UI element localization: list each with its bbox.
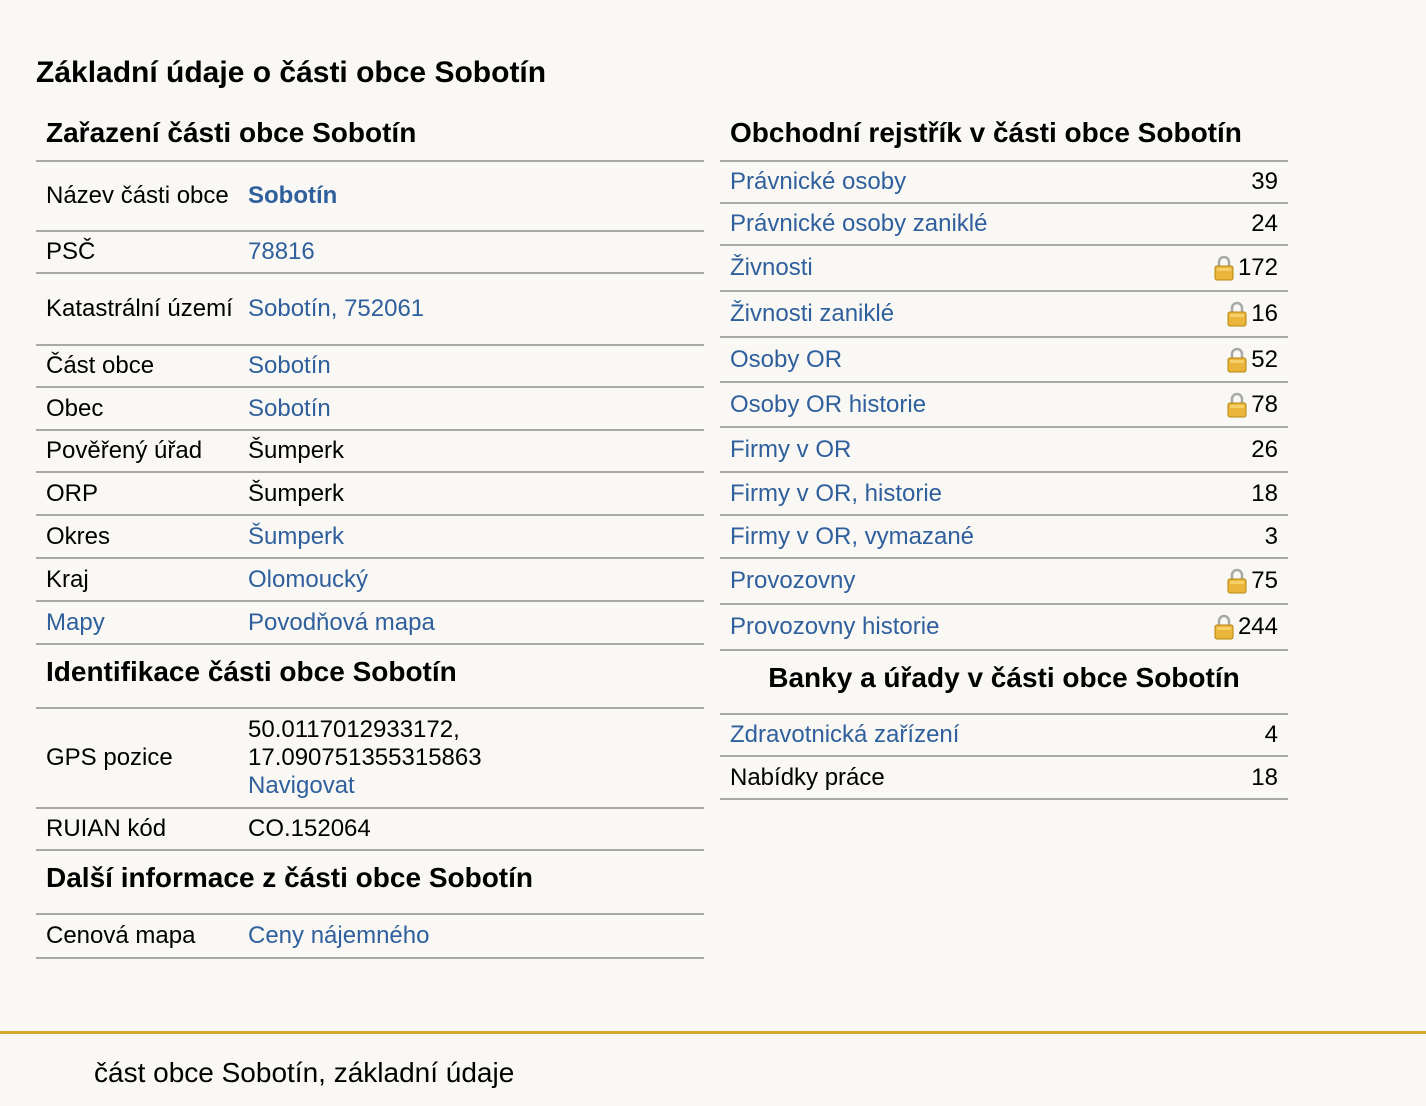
identifikace-table [36,707,704,851]
table-row [36,232,704,274]
table-row [720,473,1288,516]
katastralni-uzemi-link[interactable]: Sobotín, 752061 [248,295,425,322]
row-label: PSČ [46,238,96,265]
cast-obce-link[interactable]: Sobotín [248,352,331,379]
row-label: Nabídky práce [730,763,885,791]
povodnova-mapa-link[interactable]: Povodňová mapa [248,608,435,636]
dalsi-table [36,913,704,959]
table-row [720,246,1288,292]
table-row [36,602,704,645]
rejstrik-link[interactable]: Firmy v OR [730,435,852,463]
table-row [36,388,704,431]
rejstrik-link[interactable]: Firmy v OR, vymazané [730,522,975,550]
banky-table [720,713,1288,800]
ruian-value: CO.152064 [248,815,371,842]
banky-title: Banky a úřady v části obce Sobotín [768,662,1240,693]
obec-link[interactable]: Sobotín [248,394,331,422]
footer-caption: část obce Sobotín, základní údaje [94,1057,515,1088]
row-label: Obec [46,394,104,422]
row-count: 26 [1251,435,1278,463]
rejstrik-link[interactable]: Osoby OR [730,345,843,373]
table-row [720,428,1288,473]
row-count: 16 [1251,300,1278,327]
row-count-cell [1251,168,1278,196]
page-title: Základní údaje o části obce Sobotín [36,56,547,89]
row-count: 24 [1251,210,1278,237]
row-label: Pověřený úřad [46,437,203,464]
rejstrik-link[interactable]: Provozovny [730,567,856,594]
rejstrik-link[interactable]: Firmy v OR, historie [730,479,943,507]
gps-value [248,716,704,800]
table-row [36,709,704,809]
rejstrik-table [720,160,1288,651]
lock-icon[interactable] [1227,347,1247,373]
row-count: 244 [1237,613,1278,640]
row-count-cell [1227,567,1278,595]
row-count: 78 [1251,390,1278,418]
row-count: 3 [1264,522,1278,550]
row-value: Šumperk [248,479,345,507]
kraj-link[interactable]: Olomoucký [248,565,369,593]
rejstrik-link[interactable]: Živnosti zaniklé [730,300,895,327]
rejstrik-title: Obchodní rejstřík v části obce Sobotín [730,117,1242,148]
table-row [36,274,704,346]
mapy-link[interactable]: Mapy [46,608,105,636]
zarazeni-table [36,160,704,645]
lock-icon[interactable] [1227,392,1247,418]
row-count: 18 [1251,479,1278,507]
left-column [36,110,704,959]
lock-icon[interactable] [1227,301,1247,327]
row-label: RUIAN kód [46,815,167,842]
row-label: Název části obce [46,182,229,209]
row-count-cell [1227,300,1278,328]
row-count-cell [1227,391,1278,419]
table-row [720,757,1288,800]
rejstrik-link[interactable]: Právnické osoby [730,168,907,195]
row-count-cell [1251,436,1278,464]
lock-icon[interactable] [1214,255,1234,281]
zdravotnicka-zarizeni-link[interactable]: Zdravotnická zařízení [730,721,960,748]
row-label: GPS pozice [46,744,173,771]
lock-icon[interactable] [1227,568,1247,594]
table-row [720,516,1288,559]
row-count-cell [1265,523,1278,551]
navigate-link[interactable]: Navigovat [248,772,355,799]
psc-link[interactable]: 78816 [248,238,315,265]
table-row [36,473,704,516]
rejstrik-link[interactable]: Právnické osoby zaniklé [730,210,988,237]
table-row [720,338,1288,383]
row-label: Část obce [46,352,155,379]
ceny-najemneho-link[interactable]: Ceny nájemného [248,922,430,949]
gps-latitude: 50.0117012933172, [248,716,460,743]
row-count: 75 [1251,567,1278,594]
zarazeni-title: Zařazení části obce Sobotín [46,117,417,148]
table-row [36,346,704,388]
sobotin-link[interactable]: Sobotín [248,182,338,209]
row-count-cell [1227,346,1278,374]
row-count: 52 [1251,345,1278,373]
table-row [720,383,1288,428]
row-label: Kraj [46,565,89,593]
row-label: ORP [46,479,99,507]
table-row [720,715,1288,757]
table-row [36,809,704,851]
row-count: 172 [1237,254,1278,281]
table-row [36,559,704,602]
row-count: 4 [1264,721,1278,748]
table-row [720,204,1288,246]
identifikace-title: Identifikace části obce Sobotín [46,656,457,687]
footer-divider [0,1031,1426,1034]
row-label: Okres [46,522,111,550]
lock-icon[interactable] [1214,614,1234,640]
table-row [36,915,704,959]
table-row [36,162,704,232]
table-row [720,292,1288,338]
row-value: Šumperk [248,437,345,464]
table-row [720,162,1288,204]
okres-link[interactable]: Šumperk [248,522,345,550]
row-count-cell [1214,254,1278,282]
rejstrik-link[interactable]: Živnosti [730,254,813,281]
row-count-cell [1214,613,1278,641]
row-count: 39 [1251,168,1278,195]
row-label: Katastrální území [46,295,233,322]
rejstrik-link[interactable]: Osoby OR historie [730,390,927,418]
table-row [720,559,1288,605]
table-row [36,431,704,473]
right-column [720,110,1288,800]
table-row [720,605,1288,651]
row-count: 18 [1251,763,1278,791]
dalsi-title: Další informace z části obce Sobotín [46,862,534,893]
row-count-cell [1251,210,1278,238]
gps-longitude: 17.090751355315863 [248,744,482,771]
table-row [36,516,704,559]
row-label: Cenová mapa [46,922,196,949]
row-count-cell [1251,480,1278,508]
rejstrik-link[interactable]: Provozovny historie [730,613,940,640]
